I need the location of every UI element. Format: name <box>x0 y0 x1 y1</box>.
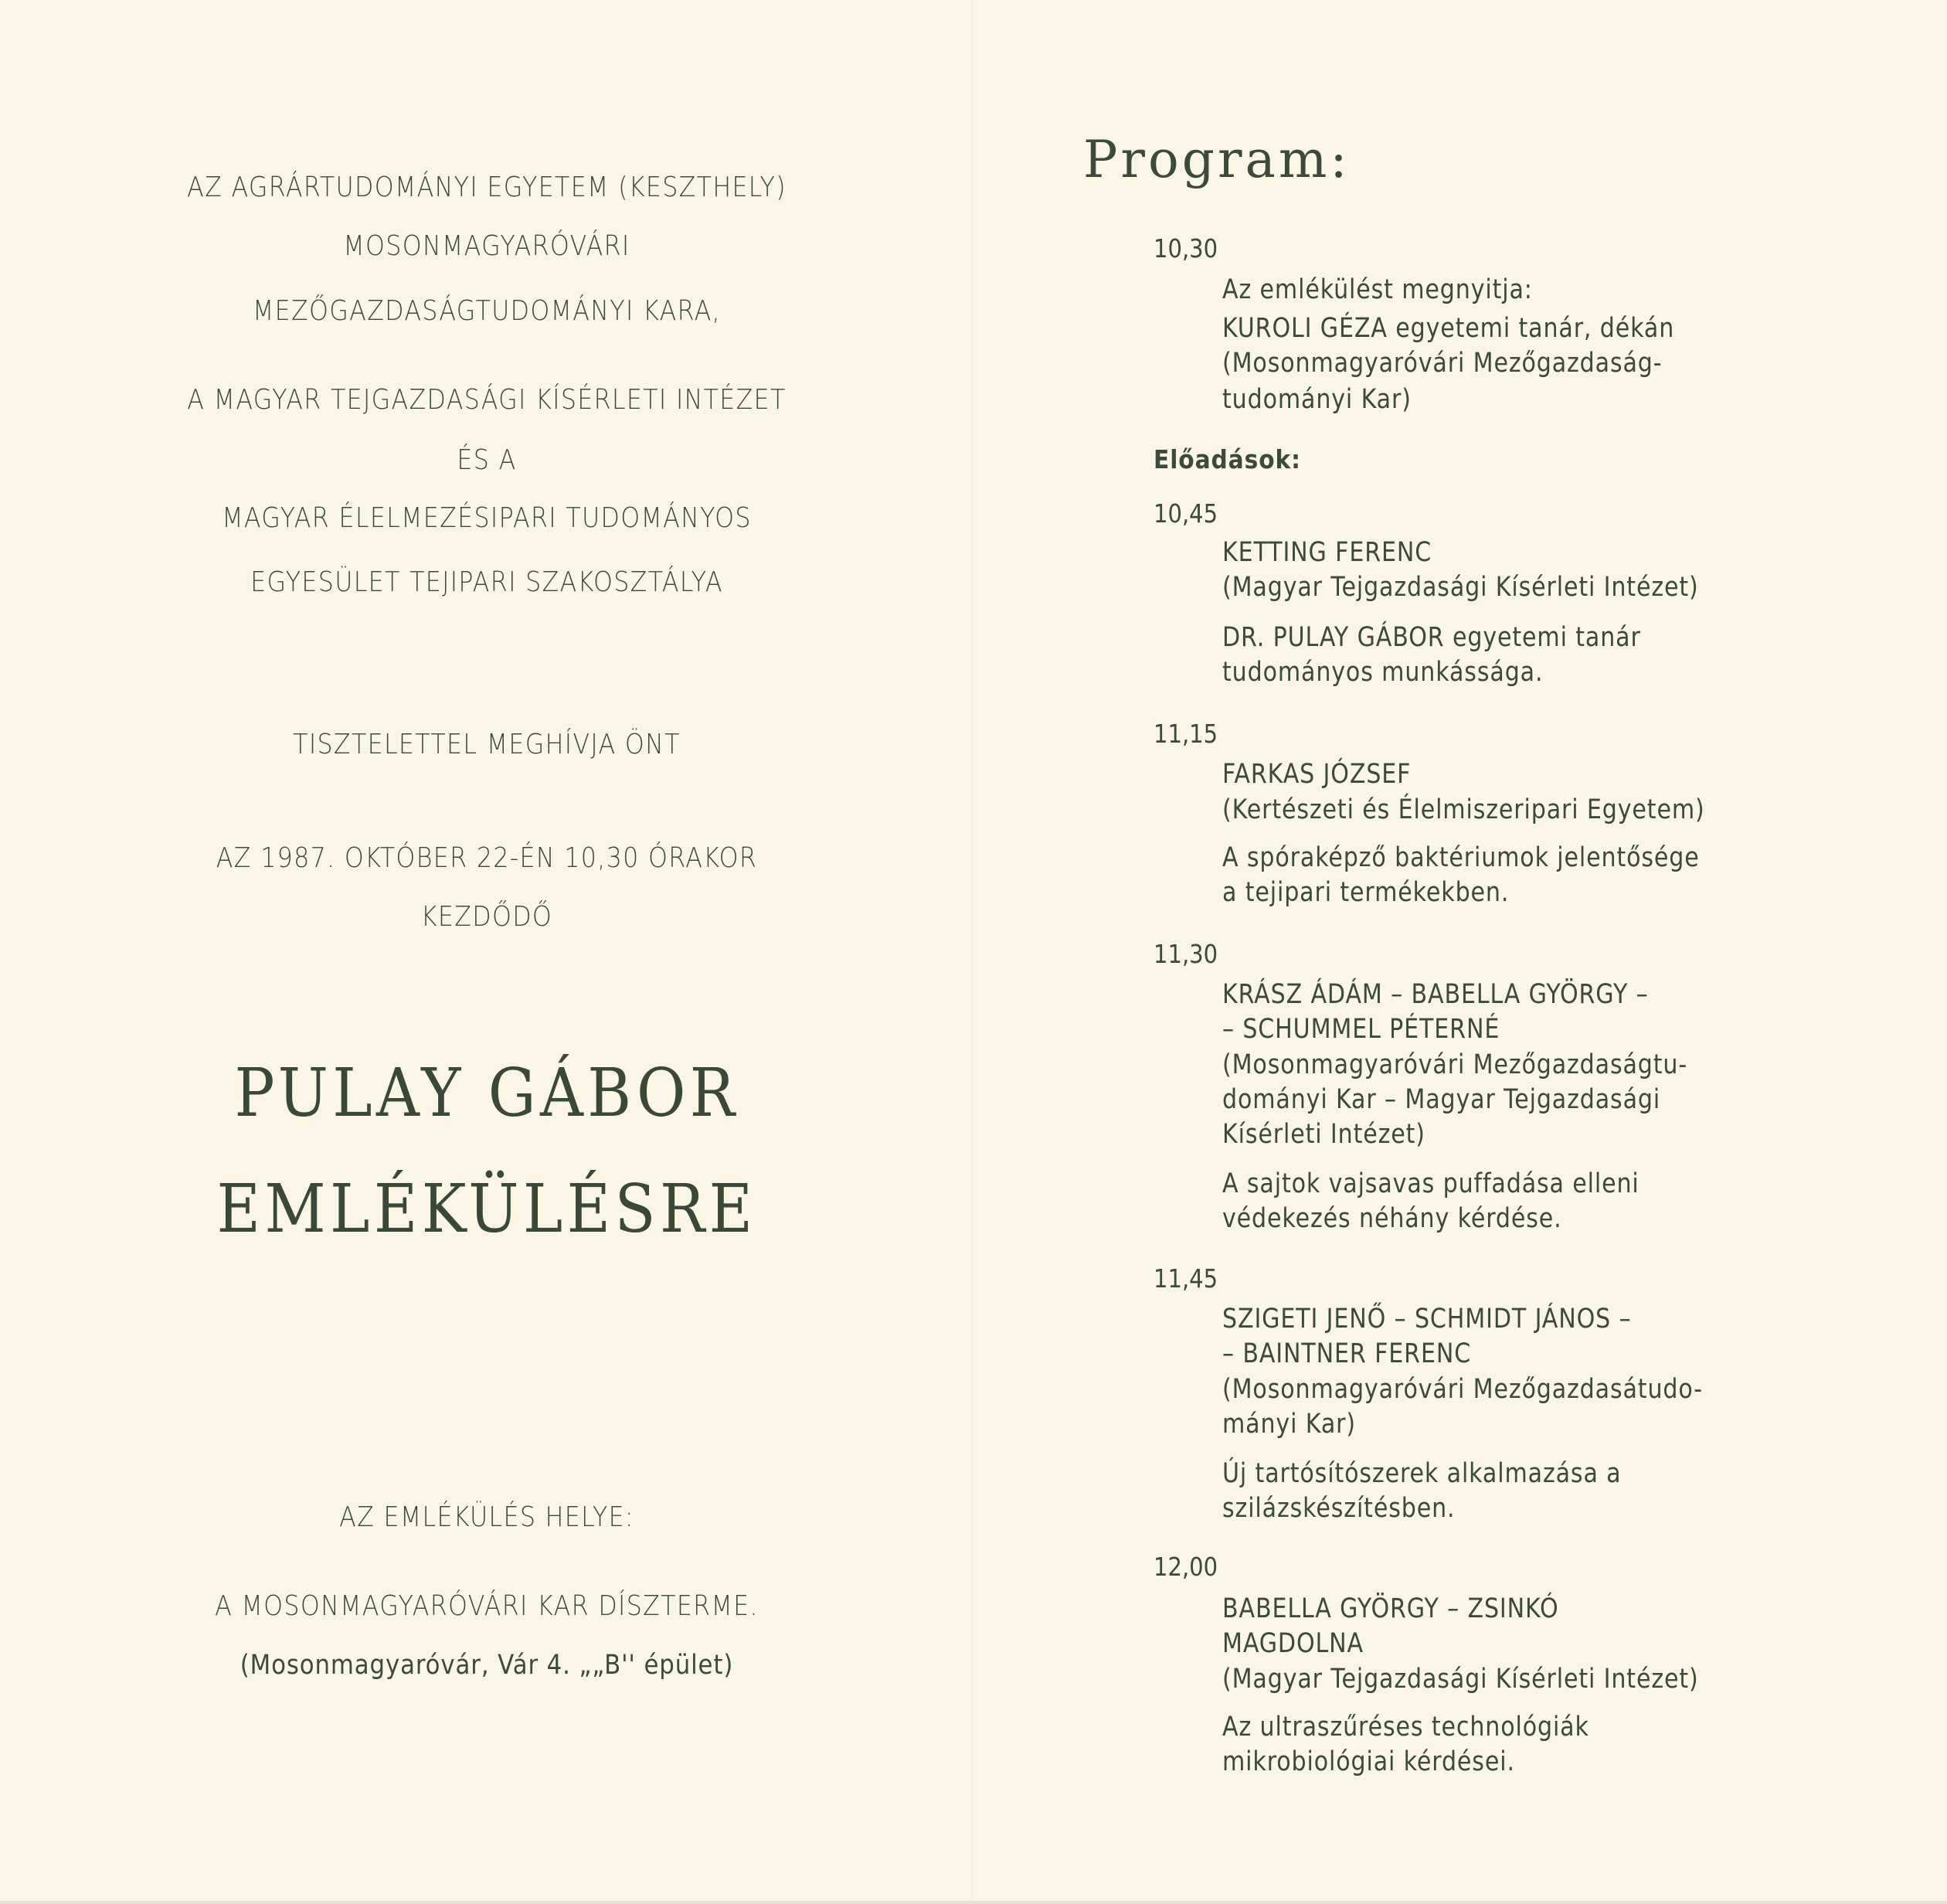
starting-line: KEZDŐDŐ <box>420 901 553 933</box>
program-line: mikrobiológiai kérdései. <box>1222 1746 1515 1777</box>
program-line: SZIGETI JENŐ – SCHMIDT JÁNOS – <box>1222 1304 1632 1334</box>
program-line: (Mosonmagyaróvári Mezőgazdaságtu- <box>1222 1049 1688 1080</box>
invite-line: TISZTELETTEL MEGHÍVJA ÖNT <box>293 729 681 760</box>
venue-address: (Mosonmagyaróvár, Vár 4. „„B'' épület) <box>240 1650 734 1681</box>
program-time: 11,30 <box>1154 939 1218 969</box>
program-line: Az ultraszűréses technológiák <box>1222 1712 1589 1742</box>
program-line: – BAINTNER FERENC <box>1222 1338 1472 1369</box>
program-line: A sajtok vajsavas puffadása elleni <box>1222 1168 1639 1199</box>
program-time: 11,15 <box>1154 719 1218 749</box>
program-line: (Mosonmagyaróvári Mezőgazdaság- <box>1222 348 1663 379</box>
organizer-line: MEZŐGAZDASÁGTUDOMÁNYI KARA, <box>253 295 721 327</box>
program-line: – SCHUMMEL PÉTERNÉ <box>1222 1014 1500 1045</box>
program-line: KRÁSZ ÁDÁM – BABELLA GYÖRGY – <box>1222 979 1649 1010</box>
organizer-line: EGYESÜLET TEJIPARI SZAKOSZTÁLYA <box>250 566 723 598</box>
program-line: mányi Kar) <box>1222 1409 1356 1440</box>
program-line: KUROLI GÉZA egyetemi tanár, dékán <box>1222 313 1675 344</box>
program-line: (Magyar Tejgazdasági Kísérleti Intézet) <box>1222 1664 1699 1695</box>
program-line: Az emlékülést megnyitja: <box>1222 274 1533 305</box>
program-line: dományi Kar – Magyar Tejgazdasági <box>1222 1084 1661 1115</box>
program-line: (Kertészeti és Élelmiszeripari Egyetem) <box>1222 794 1705 825</box>
program-time: 11,45 <box>1154 1263 1218 1294</box>
program-time: 10,30 <box>1154 233 1218 264</box>
organizer-line: AZ AGRÁRTUDOMÁNYI EGYETEM (KESZTHELY) <box>187 172 787 203</box>
event-title-name: PULAY GÁBOR <box>234 1055 739 1132</box>
venue-name: A MOSONMAGYARÓVÁRI KAR DÍSZTERME. <box>215 1590 759 1622</box>
program-line: szilázskészítésben. <box>1222 1493 1456 1524</box>
organizer-line: MAGYAR ÉLELMEZÉSIPARI TUDOMÁNYOS <box>222 502 752 534</box>
lectures-heading: Előadások: <box>1154 444 1301 474</box>
date-line: AZ 1987. OKTÓBER 22-ÉN 10,30 ÓRAKOR <box>216 842 758 874</box>
program-line: Új tartósítószerek alkalmazása a <box>1222 1458 1622 1489</box>
event-title-type: EMLÉKÜLÉSRE <box>216 1171 757 1248</box>
program-time: 12,00 <box>1154 1552 1218 1582</box>
program-line: A spóraképző baktériumok jelentősége <box>1222 842 1700 873</box>
program-line: védekezés néhány kérdése. <box>1222 1203 1562 1234</box>
program-line: FARKAS JÓZSEF <box>1222 759 1412 790</box>
program-line: (Magyar Tejgazdasági Kísérleti Intézet) <box>1222 572 1699 603</box>
program-line: a tejipari termékekben. <box>1222 877 1510 908</box>
program-line: KETTING FERENC <box>1222 537 1432 568</box>
program-line: tudományi Kar) <box>1222 384 1412 415</box>
program-title: Program: <box>1083 130 1351 189</box>
venue-label: AZ EMLÉKÜLÉS HELYE: <box>339 1501 634 1533</box>
program-line: (Mosonmagyaróvári Mezőgazdasátudo- <box>1222 1374 1703 1405</box>
program-line: DR. PULAY GÁBOR egyetemi tanár <box>1222 622 1641 653</box>
organizer-line: MOSONMAGYARÓVÁRI <box>343 230 630 262</box>
organizer-line: ÉS A <box>457 444 517 476</box>
program-time: 10,45 <box>1154 498 1218 529</box>
program-line: tudományos munkássága. <box>1222 657 1544 688</box>
program-line: Kísérleti Intézet) <box>1222 1119 1425 1150</box>
organizer-line: A MAGYAR TEJGAZDASÁGI KÍSÉRLETI INTÉZET <box>187 384 787 416</box>
program-line: BABELLA GYÖRGY – ZSINKÓ <box>1222 1593 1559 1624</box>
program-line: MAGDOLNA <box>1222 1628 1364 1659</box>
